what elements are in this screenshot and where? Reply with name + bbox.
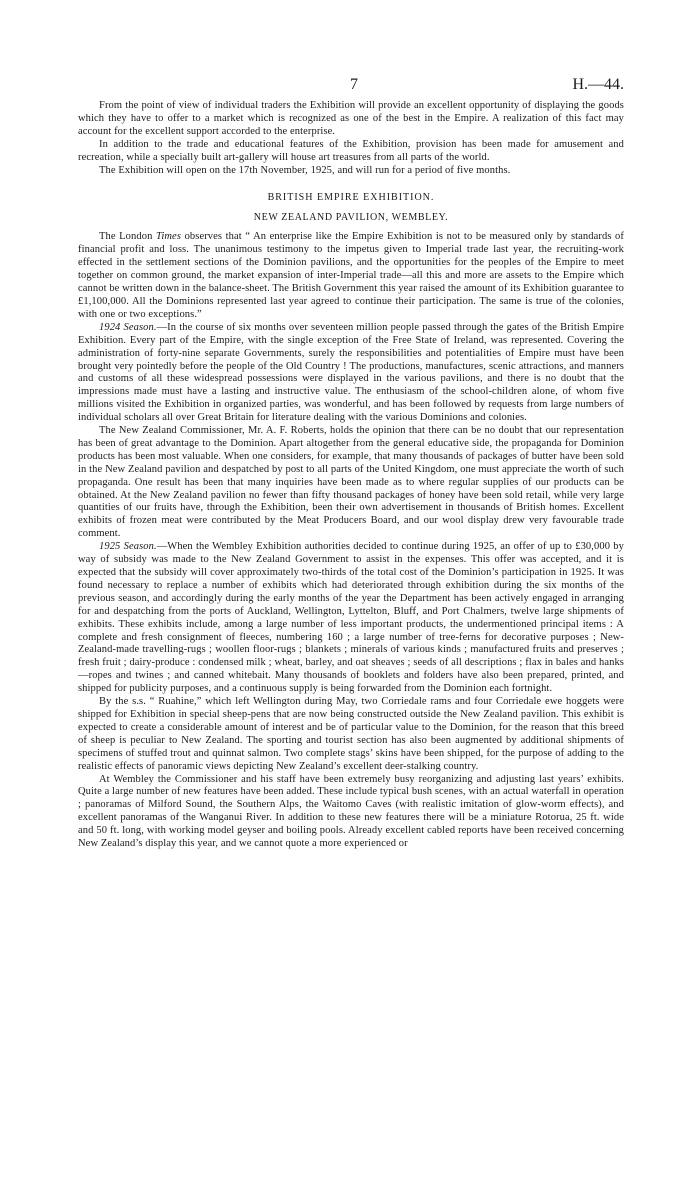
document-page bbox=[78, 76, 624, 851]
page-number: 7 bbox=[350, 76, 358, 93]
section-title: BRITISH EMPIRE EXHIBITION. bbox=[267, 192, 435, 204]
intro-paragraph-1: From the point of view of individual traders the Exhibition will provide an excellent opportunity of displaying the goods which they have to offer to a market which is recognized as one of the best in the Empire. A realization of this fact may account for the excellent support accorded to the enterprise. bbox=[78, 100, 624, 137]
intro-paragraph-3: The Exhibition will open on the 17th November, 1925, and will run for a period of five months. bbox=[99, 164, 511, 176]
paragraph-times: The London Times observes that “ An enterprise like the Empire Exhibition is not to be measured only by standards of financial profit and loss. The unanimous testimony to the impetus given to Imperial trade last year, the recruiting-work effected in the settlement sections of the Dominion pavilions, and the opportunities for the peoples of the Empire to meet together on common ground, the market expansion of inter-Imperial trade—all this and more are assets to the Empire which cannot be written down in the balance-sheet. The British Government this year raised the amount of its Exhibition guarantee to £1,100,000. All the Dominions represented last year agreed to continue their participation. The same is true of the colonies, with one or two exceptions.” bbox=[78, 231, 625, 320]
paragraph-1924-season: 1924 Season.—In the course of six months over seventeen million people passed through the gates of the British Empire Exhibition. Every part of the Empire, with the single exception of the Free State of Ireland, was represented. Covering the administration of forty-nine separate Governments, surely the responsibilities and potentialities of Empire must have been brought very pointedly before the people of the Old Country ! The productions, manufactures, scenic attractions, and manners and customs of all these widespread possessions were displayed in the various pavilions, and there is no doubt that the impressions made must have a lasting and instructive value. The enthusiasm of the school-children alone, of whom five millions visited the Exhibition in organized parties, was wonderful, and has been followed by requests from large numbers of individual scholars all over Great Britain for literature dealing with the various Dominions and colonies. bbox=[78, 321, 624, 424]
section-subtitle: NEW ZEALAND PAVILION, WEMBLEY. bbox=[253, 212, 449, 224]
paragraph-wembley: At Wembley the Commissioner and his staff have been extremely busy reorganizing and adjusting last years’ exhibits. Quite a large number of new features have been added. These include typical bush scenes, with an actual waterfall in operation ; panoramas of Milford Sound, the Southern Alps, the Waitomo Caves (with realistic imitation of glow-worm effects), and excellent panoramas of the Wanganui River. In addition to these new features there will be a miniature Rotorua, 25 ft. wide and 50 ft. long, with working model geyser and boiling pools. Already excellent cabled reports have been received concerning New Zealand’s display this year, and we cannot quote a more experienced or bbox=[78, 773, 624, 850]
paragraph-ruahine: By the s.s. “ Ruahine,” which left Wellington during May, two Corriedale rams and four Corriedale ewe hoggets were shipped for Exhibition in special sheep-pens that are now being constructed outside the New Zealand pavilion. This exhibit is expected to create a considerable amount of interest and be of particular value to the Dominion, for the reason that this breed of sheep is peculiar to New Zealand. The sporting and tourist section has also been augmented by additional shipments of specimens of stuffed trout and quinnat salmon. Two complete stags’ skins have been shipped, for the purpose of adding to the realistic effects of panoramic views depicting New Zealand’s excellent deer-stalking country. bbox=[78, 696, 624, 772]
season-heading-1924: 1924 Season. bbox=[99, 321, 157, 333]
document-reference: H.—44. bbox=[572, 76, 624, 93]
season-heading-1925: 1925 Season. bbox=[99, 541, 157, 553]
intro-paragraph-2: In addition to the trade and educational features of the Exhibition, provision has been made for amusement and recreation, while a specially built art-gallery will house art treasures from all parts of the world. bbox=[78, 138, 624, 163]
page-header bbox=[78, 76, 624, 100]
newspaper-name: Times bbox=[156, 231, 182, 243]
paragraph-commissioner: The New Zealand Commissioner, Mr. A. F. Roberts, holds the opinion that there can be no doubt that our representation has been of great advantage to the Dominion. Apart altogether from the general educative side, the propaganda for Dominion products has been most valuable. When one considers, for example, that many thousands of packages of butter have been sold in the New Zealand pavilion and despatched by post to all parts of the United Kingdom, one must appreciate the worth of such propaganda. One result has been that many inquiries have been made as to where regular supplies of our products can be obtained. At the New Zealand pavilion no fewer than fifty thousand packages of honey have been sold retail, while very large quantities of our fruits have, through the Exhibition, been their own advertisement in thousands of British homes. Excellent exhibits of frozen meat were contributed by the Meat Producers Board, and our wool display drew very favourable trade comment. bbox=[78, 425, 624, 540]
paragraph-1925-season: 1925 Season.—When the Wembley Exhibition authorities decided to continue during 1925, an offer of up to £30,000 by way of subsidy was made to the New Zealand Government to assist in the expenses. This offer was accepted, and it is expected that the subsidy will cover approximately two-thirds of the total cost of the Dominion’s participation in 1925. It was found necessary to replace a number of exhibits which had deteriorated through exhibition during the six months of the previous season, and accordingly during the early months of the year the Department has been actively engaged in arranging for and despatching from the ports of Auckland, Wellington, Lyttelton, Bluff, and Port Chalmers, twelve large shipments of exhibits. These exhibits include, among a large number of less important products, the undermentioned principal items : A complete and fresh consignment of fleeces, numbering 160 ; a large number of tree-ferns for decorative purposes ; New-Zealand-made travelling-rugs ; woollen floor-rugs ; blankets ; minerals of various kinds ; manufactured fruits and preserves ; fresh fruit ; dairy-produce : condensed milk ; wheat, barley, and oat sheaves ; seeds of all descriptions ; flax in bales and hanks—ropes and twines ; and canned whitebait. Many thousands of booklets and folders have also been prepared, printed, and shipped for publicity purposes, and a continuous supply is being forwarded from the Dominion each fortnight. bbox=[78, 541, 624, 695]
